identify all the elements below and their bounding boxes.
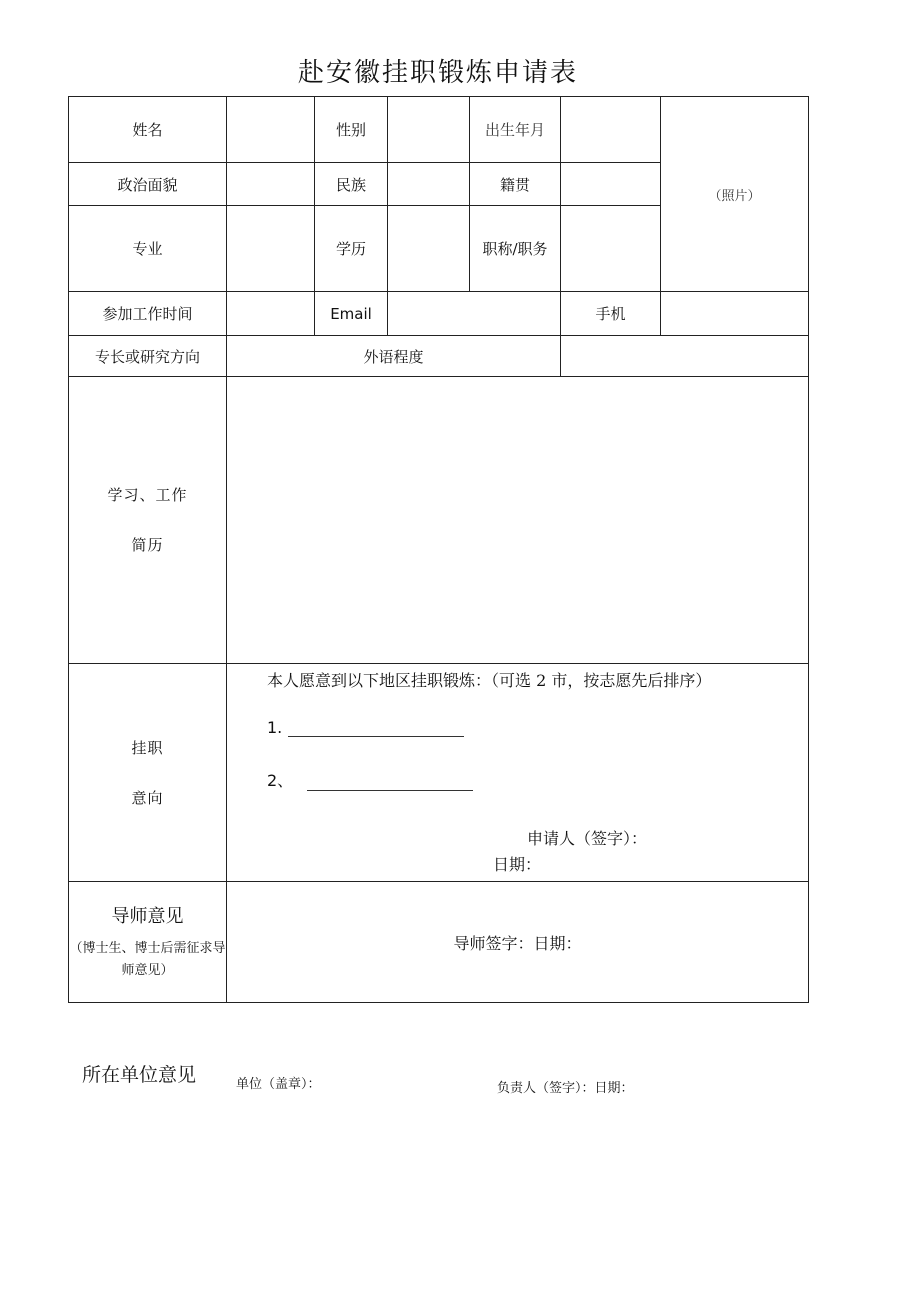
label-political-status: 政治面貌 [69,163,227,206]
input-work-start[interactable] [227,292,315,336]
form-title: 赴安徽挂职锻炼申请表 [297,58,578,88]
label-email: Email [315,292,388,336]
label-gender: 性别 [315,97,388,163]
label-intent-line2: 意向 [131,788,164,807]
label-work-start: 参加工作时间 [69,292,227,336]
input-birth[interactable] [561,97,661,163]
input-name[interactable] [227,97,315,163]
label-education: 学历 [315,206,388,292]
intent-option-1-input[interactable] [288,720,464,737]
label-foreign-lang: 外语程度 [227,336,561,377]
input-email[interactable] [388,292,561,336]
input-native-place[interactable] [561,163,661,206]
label-specialty: 专长或研究方向 [69,336,227,377]
unit-responsible-signature[interactable]: 负责人（签字）：日期： [497,1081,634,1096]
label-intent [69,664,227,882]
input-title-position[interactable] [561,206,661,292]
input-political-status[interactable] [227,163,315,206]
label-name: 姓名 [69,97,227,163]
advisor-note: （博士生、博士后需征求导师意见） [69,941,226,978]
label-title-position: 职称/职务 [470,206,561,292]
photo-placeholder: （照片） [708,188,761,204]
input-mobile[interactable] [661,292,809,336]
intent-instruction: 本人愿意到以下地区挂职锻炼：（可选 2 市，按志愿先后排序） [267,671,712,690]
input-ethnicity[interactable] [388,163,470,206]
label-major: 专业 [69,206,227,292]
intent-option-1 [267,718,464,737]
photo-box[interactable] [661,97,809,292]
intent-option-1-label: 1. [267,718,283,737]
application-form-table [68,96,809,1003]
label-birth: 出生年月 [470,97,561,163]
label-ethnicity: 民族 [315,163,388,206]
unit-stamp[interactable]: 单位（盖章）： [236,1077,321,1092]
intent-option-2-input[interactable] [307,774,473,791]
label-resume-line2: 简历 [131,536,164,554]
input-gender[interactable] [388,97,470,163]
label-advisor [69,882,227,1003]
label-mobile: 手机 [561,292,661,336]
label-resume-line1: 学习、工作 [107,486,188,504]
intent-option-2-label: 2、 [267,771,294,790]
applicant-date[interactable]: 日期： [493,855,542,874]
intent-content [227,664,809,882]
applicant-signature[interactable]: 申请人（签字）： [527,829,648,848]
input-resume[interactable] [227,377,809,664]
input-education[interactable] [388,206,470,292]
advisor-signature[interactable]: 导师签字：日期： [227,882,809,1003]
label-intent-line1: 挂职 [131,738,164,757]
unit-opinion-label: 所在单位意见 [82,1064,197,1086]
label-resume [69,377,227,664]
input-major[interactable] [227,206,315,292]
label-native-place: 籍贯 [470,163,561,206]
input-foreign-lang[interactable] [561,336,809,377]
advisor-title: 导师意见 [111,906,184,927]
intent-option-2 [267,768,473,791]
